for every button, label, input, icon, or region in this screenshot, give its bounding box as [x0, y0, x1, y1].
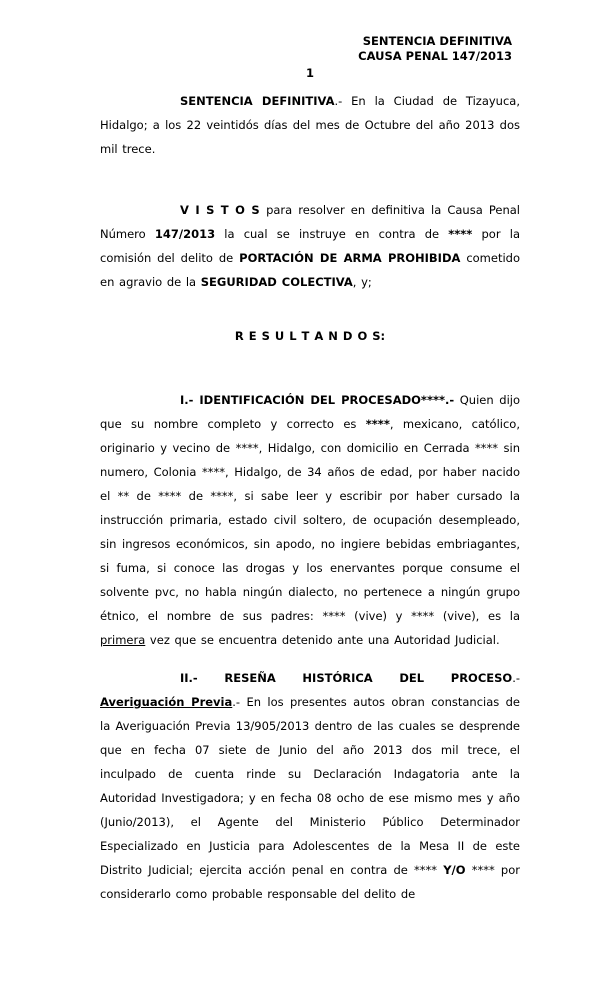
resultandos-heading	[100, 324, 520, 348]
text-run: Quien dijo que su nombre completo y correcto es	[100, 393, 521, 431]
text-run: .- En la Ciudad de Tizayuca, Hidalgo; a los 22 veintidós días del mes de Octubre del año 2013 dos mil trece.	[100, 94, 520, 156]
header-title: SENTENCIA DEFINITIVA	[362, 34, 512, 48]
text-run: ****	[365, 417, 390, 431]
vistos-paragraph	[100, 198, 520, 294]
text-run: para resolver en definitiva la Causa Penal Número	[100, 203, 520, 241]
text-run: Averiguación Previa	[100, 695, 233, 709]
text-run: , y;	[352, 275, 372, 289]
document-body	[100, 89, 520, 906]
document-header	[100, 34, 520, 64]
text-run: R E S U L T A N D O S:	[234, 329, 386, 343]
header-case-number: CAUSA PENAL 147/2013	[358, 49, 512, 63]
text-run: primera	[100, 633, 146, 647]
text-run: SEGURIDAD COLECTIVA	[200, 275, 353, 289]
text-run: I.- IDENTIFICACIÓN DEL PROCESADO****.-	[180, 393, 455, 407]
text-run: , mexicano, católico, originario y vecino de ****, Hidalgo, con domicilio en Cerrada **** sin numero, Colonia ****, Hidalgo, de 34 años de edad, por haber nacido el ** de **** de ****, si sabe leer y escribir por haber cursado la instrucción primaria, estado civil soltero, de ocupación desempleado, sin ingresos económicos, sin apodo, no ingiere bebidas embriagantes, si fuma, si conoce las drogas y los enervantes porque consume el solvente pvc, no habla ningún dialecto, no pertenece a ningún grupo étnico, el nombre de sus padres: **** (vive) y **** (vive), es la	[100, 417, 520, 623]
text-run: SENTENCIA DEFINITIVA	[180, 94, 335, 108]
text-run: Y/O	[443, 863, 466, 877]
opening-paragraph	[100, 89, 520, 161]
text-run: cometido en agravio de la	[100, 251, 520, 289]
text-run: V I S T O S	[180, 203, 267, 217]
text-run: 147/2013	[154, 227, 216, 241]
text-run: II.- RESEÑA HISTÓRICA DEL PROCESO	[180, 671, 513, 685]
text-run: .- En los presentes autos obran constancias de la Averiguación Previa 13/905/2013 dentro de las cuales se desprende que en fecha 07 siete de Junio del año 2013 dos mil trece, el inculpado de cuenta rinde su Declaración Indagatoria ante la Autoridad Investigadora; y en fecha 08 ocho de ese mismo mes y año (Junio/2013), el Agente del Ministerio Público Determinador Especializado en Justicia para Adolescentes de la Mesa II de este Distrito Judicial; ejercita acción penal en contra de ****	[100, 695, 521, 877]
text-run: .-	[512, 671, 520, 685]
text-run: PORTACIÓN DE ARMA PROHIBIDA	[239, 251, 461, 265]
identificacion-procesado-paragraph	[100, 388, 520, 652]
text-run: por la comisión del delito de	[100, 227, 520, 265]
text-run: vez que se encuentra detenido ante una Autoridad Judicial.	[145, 633, 500, 647]
resena-historica-paragraph	[100, 666, 520, 906]
text-run: la cual se instruye en contra de	[215, 227, 449, 241]
page-number: 1	[305, 66, 314, 80]
text-run: ****	[448, 227, 473, 241]
text-run: **** por considerarlo como probable responsable del delito de	[100, 863, 520, 901]
